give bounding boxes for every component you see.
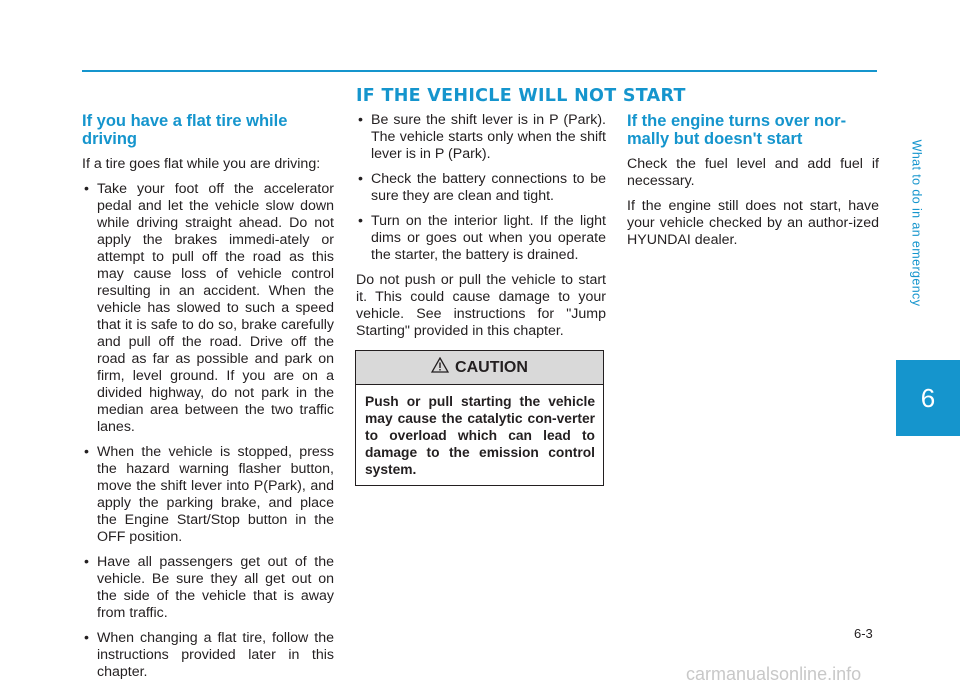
side-tab-label: What to do in an emergency [909,139,923,306]
paragraph-dealer: If the engine still does not start, have your vehicle checked by an author-ized HYUNDAI dealer. [627,198,879,248]
bullet-icon: • [84,181,89,197]
warning-triangle-icon [431,357,449,378]
heading-flat-tire: If you have a flat tire while driving [82,112,288,148]
bullet-icon: • [84,554,89,570]
page-number: 6-3 [854,626,873,641]
bullet-icon: • [358,112,363,128]
list-item: • Have all passengers get out of the vehicle. Be sure they all get out on the side of the vehicle that is away from traffic. [84,554,334,621]
top-rule [82,70,877,72]
flat-tire-bullets [82,181,334,681]
watermark: carmanualsonline.info [686,664,862,684]
list-item: • When the vehicle is stopped, press the hazard warning flasher button, move the shift lever into P(Park), and apply the parking brake, and place the Engine Start/Stop button in the OFF position. [84,444,334,545]
list-item: • Check the battery connections to be sure they are clean and tight. [358,171,606,204]
caution-title: CAUTION [455,358,528,376]
caution-box [355,350,604,486]
bullet-icon: • [84,444,89,460]
bullet-icon: • [358,213,363,229]
list-item: • Turn on the interior light. If the light dims or goes out when you operate the starter, the battery is drained. [358,213,606,263]
column-engine-turns-over [627,112,879,257]
list-item: • Take your foot off the accelerator pedal and let the vehicle slow down while driving straight ahead. Do not apply the brakes immedi-ately or attempt to pull off the road as this may cause loss of vehicle control resulting in an accident. When the vehicle has slowed to such a speed that it is safe to do so, brake carefully and pull off the road. Drive off the road as far as possible and park on firm, level ground. If you are on a divided highway, do not park in the median area between the two traffic lanes. [84,181,334,435]
caution-header [356,351,603,385]
paragraph-fuel: Check the fuel level and add fuel if necessary. [627,156,879,189]
column-flat-tire [82,112,334,689]
section-title: IF THE VEHICLE WILL NOT START [356,86,686,106]
bullet-icon: • [358,171,363,187]
flat-tire-intro: If a tire goes flat while you are driving: [82,156,321,172]
list-item: • When changing a flat tire, follow the instructions provided later in this chapter. [84,630,334,680]
push-start-warning-paragraph: Do not push or pull the vehicle to start it. This could cause damage to your vehicle. See instructions for "Jump Starting" provided in this chapter. [356,272,606,339]
chapter-number-tab: 6 [896,360,960,436]
heading-engine-turns-over: If the engine turns over nor-mally but doesn't start [627,112,847,148]
column-will-not-start [356,112,606,348]
bullet-icon: • [84,630,89,646]
list-item: • Be sure the shift lever is in P (Park). The vehicle starts only when the shift lever is in P (Park). [358,112,606,162]
will-not-start-bullets [356,112,606,264]
caution-text: Push or pull starting the vehicle may cause the catalytic con-verter to overload which can lead to damage to the emission control system. [365,394,595,477]
